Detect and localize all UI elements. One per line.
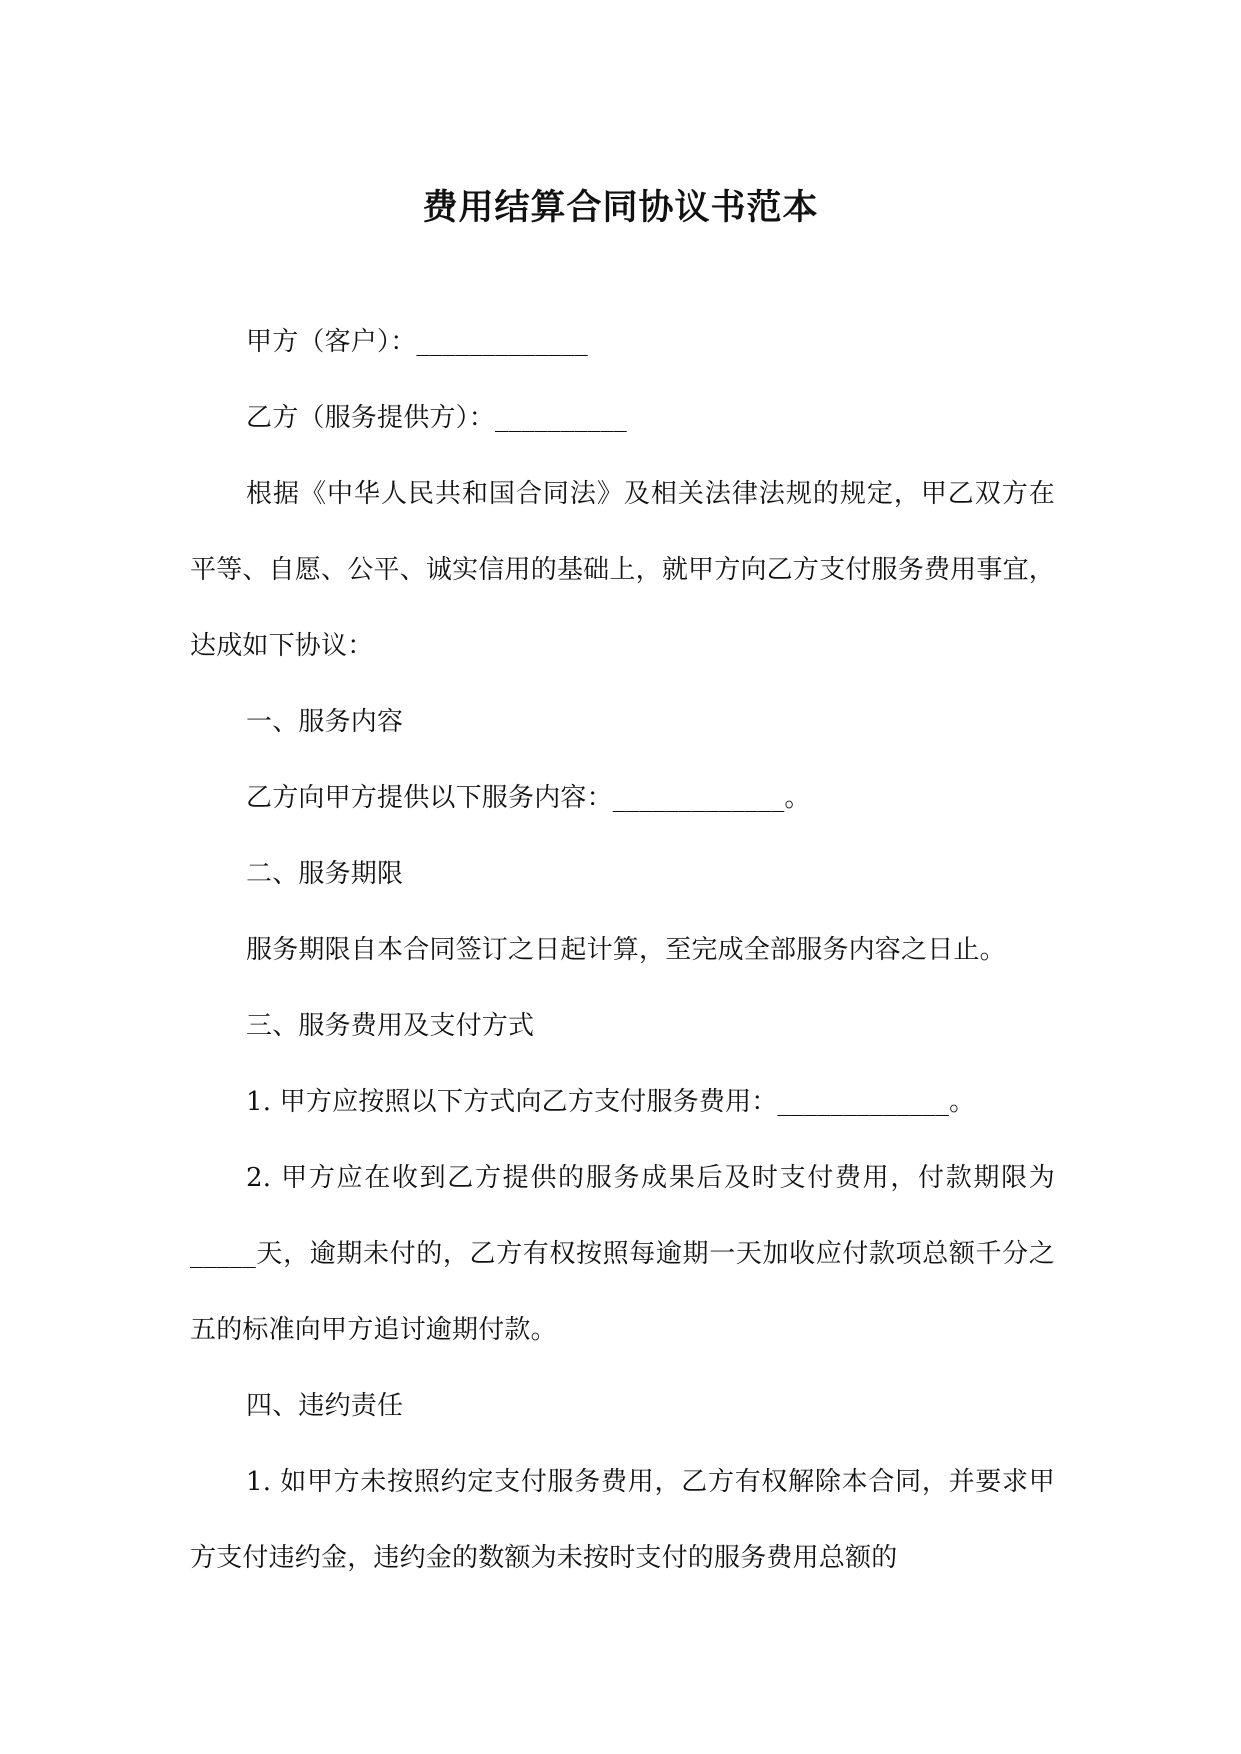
service-period-paragraph: 服务期限自本合同签订之日起计算，至完成全部服务内容之日止。	[246, 935, 1006, 965]
party-b-line: 乙方（服务提供方）：__________	[246, 403, 628, 433]
section-heading-service-content: 一、服务内容	[246, 707, 404, 737]
section-heading-service-period: 二、服务期限	[246, 859, 404, 889]
document-body	[190, 304, 1055, 1596]
service-content-paragraph: 乙方向甲方提供以下服务内容：_____________。	[246, 783, 811, 813]
section-heading-fees-payment: 三、服务费用及支付方式	[246, 1011, 535, 1041]
party-a-line: 甲方（客户）：_____________	[246, 327, 589, 357]
section-heading-breach: 四、违约责任	[246, 1391, 404, 1421]
breach-clause-1: 1. 如甲方未按照约定支付服务费用，乙方有权解除本合同，并要求甲方支付违约金，违约金的数额为未按时支付的服务费用总额的	[190, 1467, 1055, 1573]
fees-clause-2: 2. 甲方应在收到乙方提供的服务成果后及时支付费用，付款期限为_____天，逾期未付的，乙方有权按照每逾期一天加收应付款项总额千分之五的标准向甲方追讨逾期付款。	[190, 1163, 1055, 1345]
preamble-paragraph: 根据《中华人民共和国合同法》及相关法律法规的规定，甲乙双方在平等、自愿、公平、诚实信用的基础上，就甲方向乙方支付服务费用事宜，达成如下协议：	[190, 479, 1055, 661]
fees-clause-1: 1. 甲方应按照以下方式向乙方支付服务费用：_____________。	[246, 1087, 976, 1117]
document-title: 费用结算合同协议书范本	[422, 187, 819, 228]
